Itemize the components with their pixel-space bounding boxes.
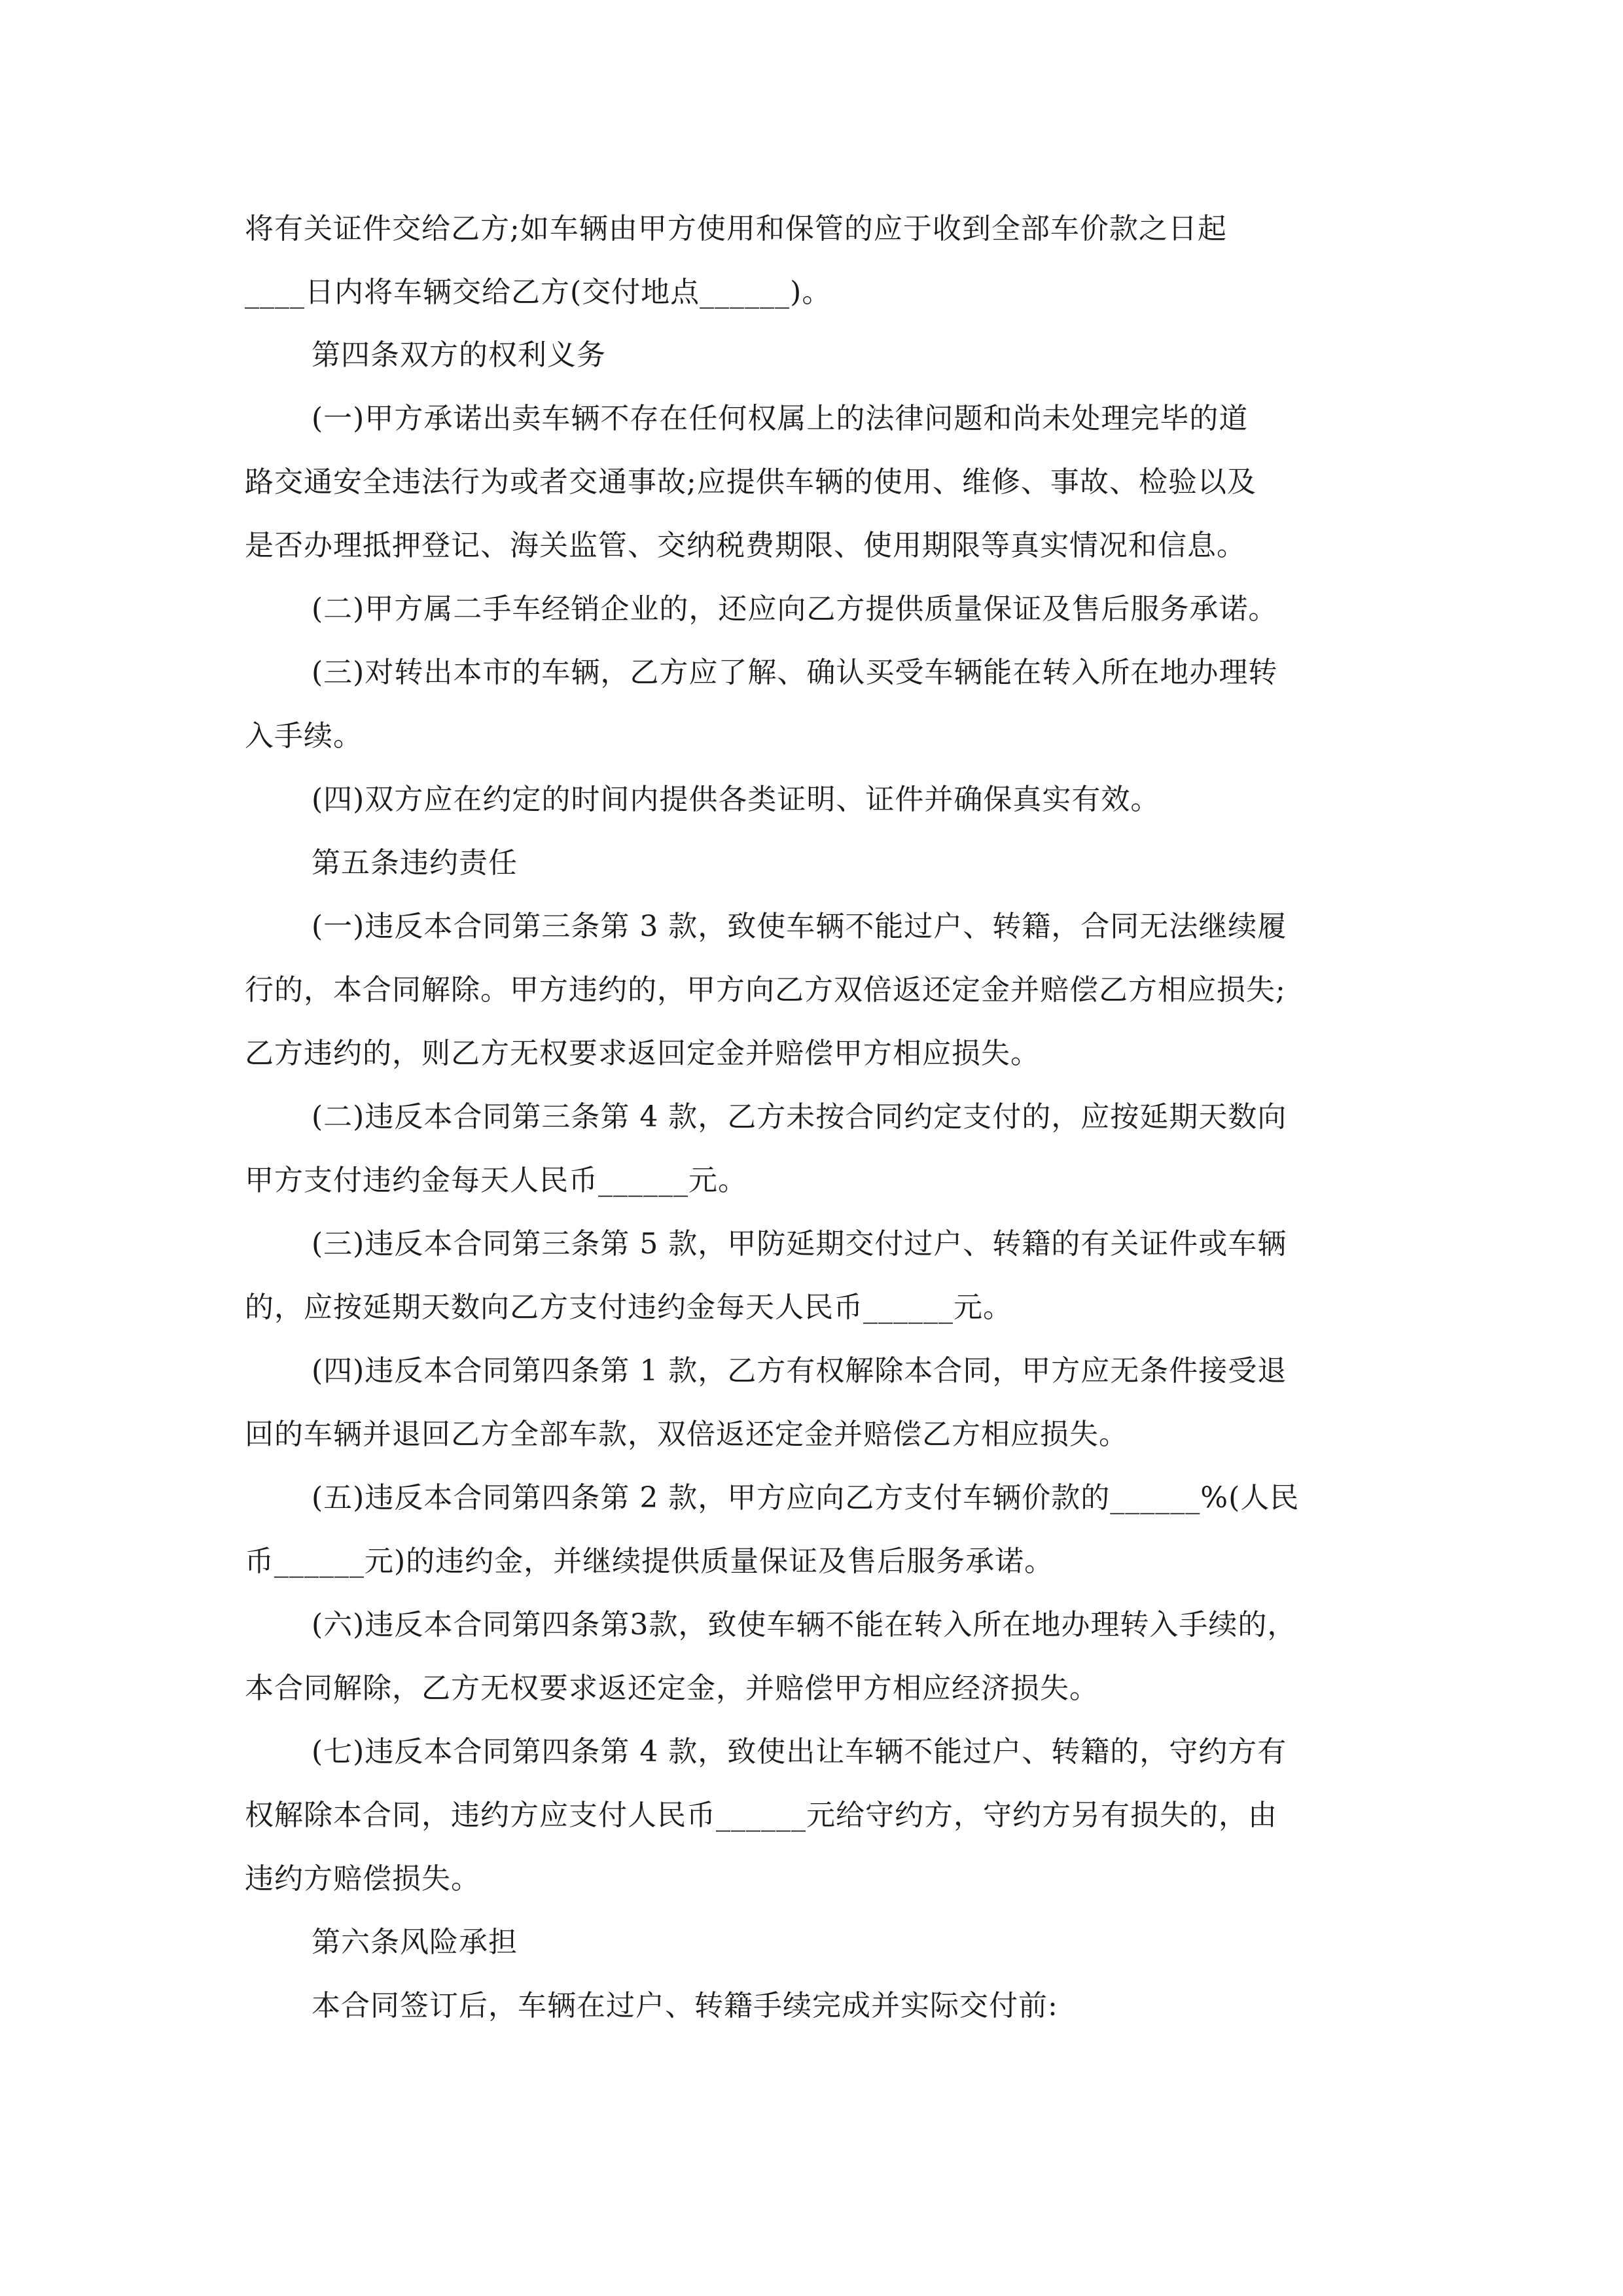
text-line-10: (四)双方应在约定的时间内提供各类证明、证件并确保真实有效。 xyxy=(312,783,1160,816)
text-line-16: 甲方支付违约金每天人民币______元。 xyxy=(245,1164,747,1197)
section-heading-4: 第四条双方的权利义务 xyxy=(312,338,606,372)
text-line-9: 入手续。 xyxy=(245,719,363,753)
text-line-8: (三)对转出本市的车辆，乙方应了解、确认买受车辆能在转入所在地办理转 xyxy=(312,656,1278,689)
text-line-26: 权解除本合同，违约方应支付人民币______元给守约方，守约方另有损失的，由 xyxy=(245,1799,1277,1832)
text-line-5: 路交通安全违法行为或者交通事故;应提供车辆的使用、维修、事故、检验以及 xyxy=(245,465,1257,499)
text-line-18: 的，应按延期天数向乙方支付违约金每天人民币______元。 xyxy=(245,1291,1012,1324)
text-line-4: (一)甲方承诺出卖车辆不存在任何权属上的法律问题和尚未处理完毕的道 xyxy=(312,402,1249,435)
text-line-22: 币______元)的违约金，并继续提供质量保证及售后服务承诺。 xyxy=(245,1545,1054,1578)
text-line-14: 乙方违约的，则乙方无权要求返回定金并赔偿甲方相应损失。 xyxy=(245,1037,1040,1070)
text-line-24: 本合同解除，乙方无权要求返还定金，并赔偿甲方相应经济损失。 xyxy=(245,1672,1099,1705)
text-line-2: ____日内将车辆交给乙方(交付地点______)。 xyxy=(245,276,832,309)
text-line-12: (一)违反本合同第三条第 3 款，致使车辆不能过户、转籍，合同无法继续履 xyxy=(312,910,1287,943)
text-line-27: 违约方赔偿损失。 xyxy=(245,1862,480,1895)
text-line-17: (三)违反本合同第三条第 5 款，甲防延期交付过户、转籍的有关证件或车辆 xyxy=(312,1227,1287,1261)
text-line-15: (二)违反本合同第三条第 4 款，乙方未按合同约定支付的，应按延期天数向 xyxy=(312,1100,1287,1134)
text-line-1: 将有关证件交给乙方;如车辆由甲方使用和保管的应于收到全部车价款之日起 xyxy=(245,212,1227,245)
text-line-19: (四)违反本合同第四条第 1 款，乙方有权解除本合同，甲方应无条件接受退 xyxy=(312,1354,1287,1388)
text-line-25: (七)违反本合同第四条第 4 款，致使出让车辆不能过户、转籍的，守约方有 xyxy=(312,1735,1287,1768)
text-line-7: (二)甲方属二手车经销企业的，还应向乙方提供质量保证及售后服务承诺。 xyxy=(312,592,1278,626)
section-heading-5: 第五条违约责任 xyxy=(312,846,518,880)
text-line-13: 行的，本合同解除。甲方违约的，甲方向乙方双倍返还定金并赔偿乙方相应损失; xyxy=(245,973,1286,1007)
text-line-23: (六)违反本合同第四条第3款，致使车辆不能在转入所在地办理转入手续的， xyxy=(312,1608,1297,1641)
section-heading-6: 第六条风险承担 xyxy=(312,1926,518,1959)
text-line-29: 本合同签订后，车辆在过户、转籍手续完成并实际交付前: xyxy=(312,1989,1058,2022)
text-line-20: 回的车辆并退回乙方全部车款，双倍返还定金并赔偿乙方相应损失。 xyxy=(245,1418,1128,1451)
text-line-6: 是否办理抵押登记、海关监管、交纳税费期限、使用期限等真实情况和信息。 xyxy=(245,529,1246,562)
text-line-21: (五)违反本合同第四条第 2 款，甲方应向乙方支付车辆价款的______%(人民 xyxy=(312,1481,1300,1515)
